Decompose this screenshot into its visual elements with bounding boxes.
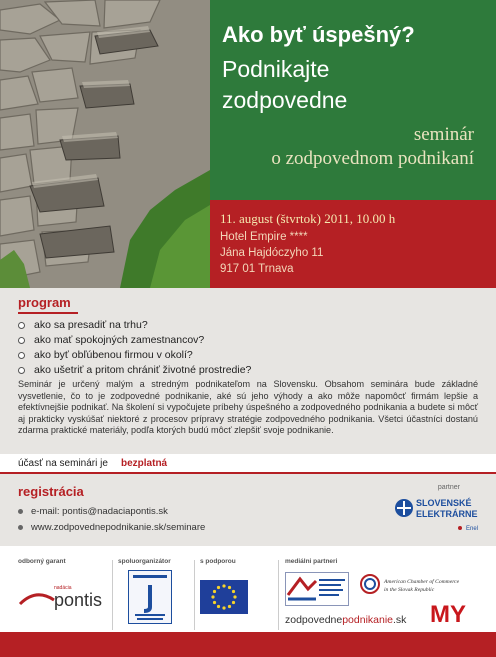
bullet-icon: [18, 367, 25, 374]
bullet-icon: [18, 525, 23, 530]
svg-text:ELEKTRÁRNE: ELEKTRÁRNE: [416, 509, 478, 519]
slovenske-elektrarne-logo[interactable]: [394, 494, 484, 538]
guarantor-label: odborný garant: [18, 558, 66, 565]
media-label: mediálni partneri: [285, 558, 338, 565]
list-item: ako ušetriť a pritom chrániť životné prostredie?: [18, 363, 251, 378]
bullet-icon: [18, 352, 25, 359]
bullet-icon: [18, 322, 25, 329]
subtitle-line2: zodpovedne: [222, 87, 348, 113]
subtitle-line1: Podnikajte: [222, 56, 330, 82]
divider: [112, 560, 113, 630]
page-title: Ako byť úspešný?: [222, 22, 415, 47]
se-icon: [394, 494, 484, 538]
venue-city: 917 01 Trnava: [220, 263, 294, 275]
eu-flag-logo[interactable]: [200, 580, 248, 614]
campaign-url[interactable]: zodpovednepodnikanie.sk: [285, 614, 407, 626]
contact-email[interactable]: e-mail: pontis@nadaciapontis.sk: [18, 506, 168, 517]
seminar-line1: seminár: [413, 124, 474, 145]
my-logo[interactable]: [430, 600, 470, 626]
contact-website[interactable]: www.zodpovednepodnikanie.sk/seminare: [18, 522, 205, 533]
svg-text:American Chamber of Commerce: American Chamber of Commerce: [384, 579, 460, 585]
event-date: 11. august (štvrtok) 2011, 10.00 h: [220, 211, 396, 226]
partner-label: partner: [437, 484, 460, 491]
svg-text:Enel: Enel: [466, 526, 479, 532]
svg-text:in the Slovak Republic: in the Slovak Republic: [384, 587, 435, 593]
divider: [278, 560, 279, 630]
seminar-line2: o zodpovednom podnikaní: [271, 148, 474, 169]
participation-text: účasť na seminári je: [18, 458, 108, 469]
logo-strip: [0, 546, 496, 632]
participation-bar: [0, 454, 496, 474]
amcham-logo[interactable]: [360, 572, 480, 602]
content-area: [0, 288, 496, 546]
program-heading: program: [18, 295, 78, 314]
divider: [194, 560, 195, 630]
registration-heading: registrácia: [18, 484, 84, 499]
seminar-description: Seminár je určený malým a stredným podnikateľom na Slovensku. Obsahom seminára bude základné vysvetlenie, čo to je zodpovedné podnikanie, aké sú jeho výhody a ako môže napomôcť firmám lepšie a efektívnejšie podnikať. Na školení si vypočujete príbehy úspešného a zodpovedného podnikania a budete si môcť aj prakticky vyskúšať niektoré z procesov prípravy stratégie zodpovedného podnikania. Všetci účastníci dostanú zdarma praktické materiály, podľa ktorých budú môcť zlepšiť svoje podnikanie.: [18, 379, 478, 435]
media-partner-logo[interactable]: [285, 572, 349, 606]
media-partner-icon: [286, 573, 348, 605]
bullet-icon: [18, 509, 23, 514]
eu-stars-icon: [200, 580, 248, 614]
program-list: [18, 318, 251, 378]
coorganizer-label: spoluorganizátor: [118, 558, 171, 565]
pontis-logo[interactable]: [18, 580, 106, 614]
heading-underline: [18, 312, 78, 314]
list-item: ako mať spokojných zamestnancov?: [18, 333, 251, 348]
event-info-panel: [210, 200, 496, 288]
stone-wall-photo: [0, 0, 210, 288]
footer-band: [0, 632, 496, 657]
bullet-icon: [18, 337, 25, 344]
svg-text:nadácia: nadácia: [54, 585, 72, 591]
support-label: s podporou: [200, 558, 236, 565]
amcham-icon: [360, 572, 480, 602]
pontis-icon: [18, 580, 106, 614]
list-item: ako byť obľúbenou firmou v okolí?: [18, 348, 251, 363]
svg-text:pontis: pontis: [54, 590, 103, 610]
venue-street: Jána Hajdóczyho 11: [220, 247, 324, 259]
coorganizer-logo[interactable]: [128, 570, 172, 624]
list-item: ako sa presadiť na trhu?: [18, 318, 251, 333]
svg-text:SLOVENSKÉ: SLOVENSKÉ: [416, 498, 472, 508]
svg-text:MY: MY: [430, 601, 466, 626]
my-icon: [430, 600, 470, 626]
free-badge: bezplatná: [121, 458, 168, 469]
venue-name: Hotel Empire ****: [220, 231, 308, 243]
coorganizer-icon: [129, 571, 171, 623]
title-panel: [210, 0, 496, 200]
